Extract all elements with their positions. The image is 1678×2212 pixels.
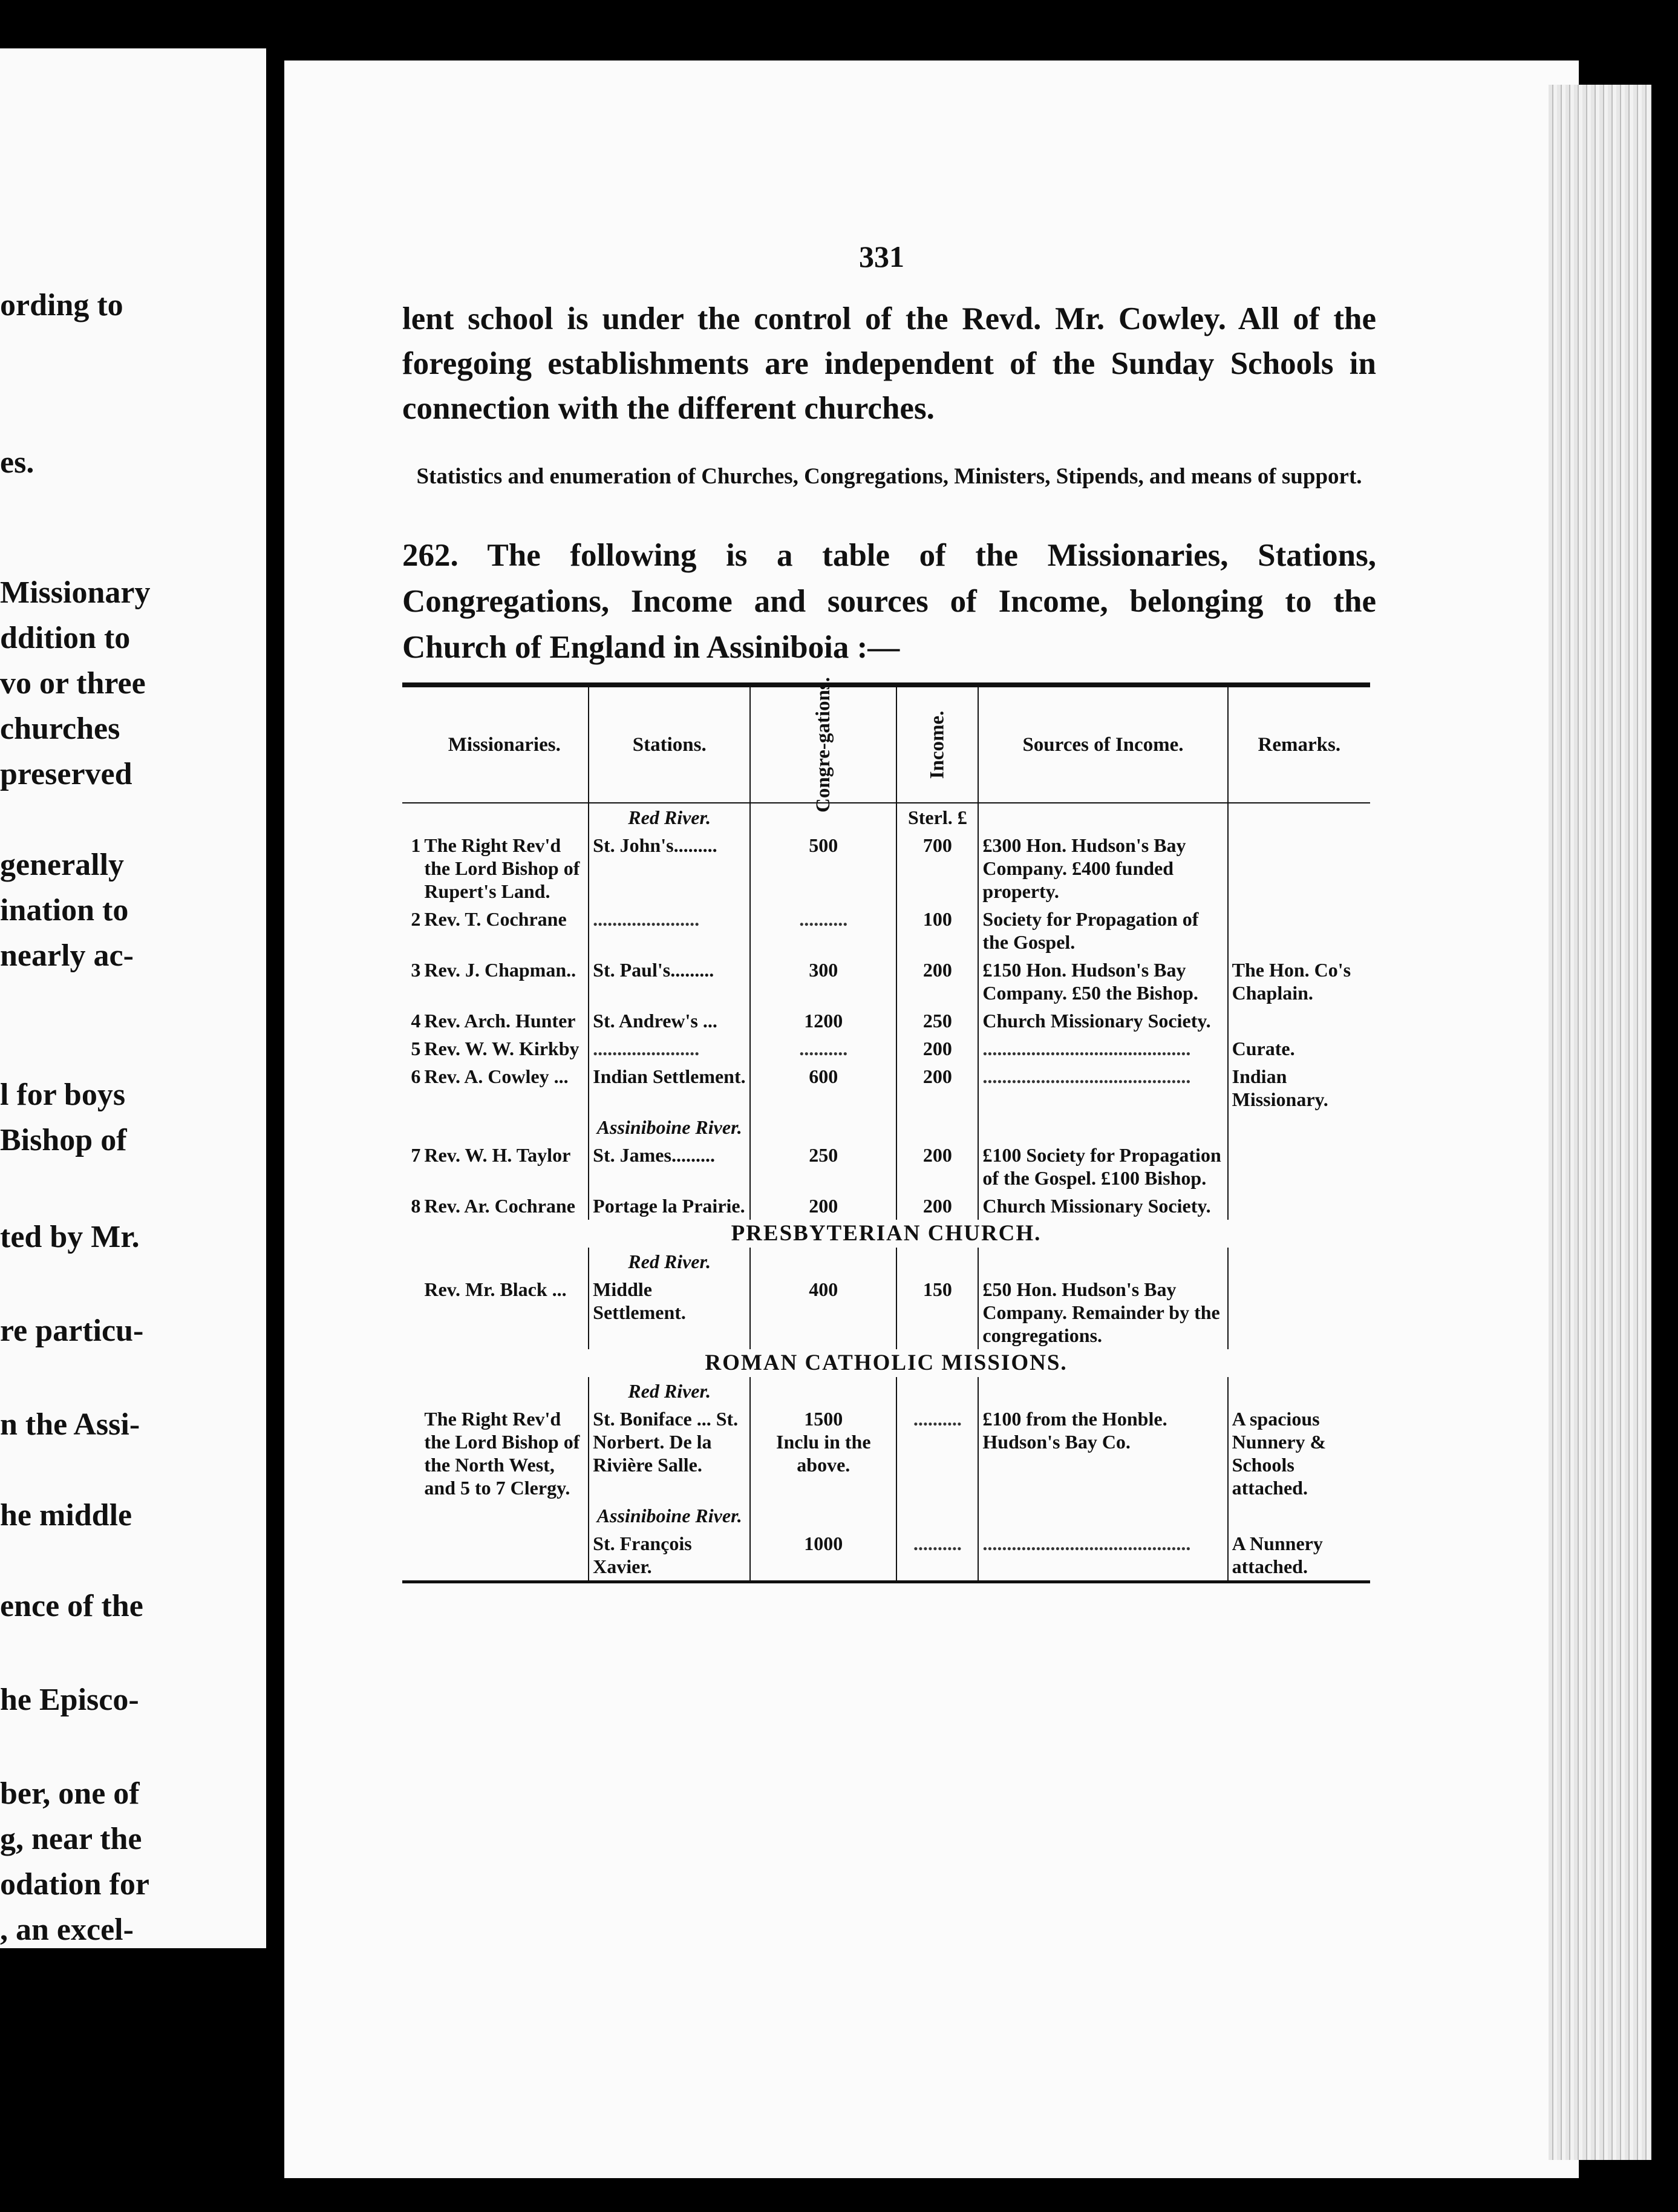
left-text-line: l for boys xyxy=(0,1078,126,1112)
left-text-line: churches xyxy=(0,712,120,746)
left-text-line: ording to xyxy=(0,288,123,322)
stations-header: Stations. xyxy=(589,685,750,803)
table-row xyxy=(402,1113,1370,1141)
left-text-line: g, near the xyxy=(0,1822,142,1856)
left-text-line: preserved xyxy=(0,757,132,791)
congregation-note: Inclu in the above. xyxy=(776,1431,871,1476)
left-text-line: nearly ac- xyxy=(0,938,134,973)
left-text-line: he middle xyxy=(0,1498,132,1533)
table-row: 4 Rev. Arch. Hunter St. Andrew's ... 1200 250 Church Missionary Society. xyxy=(402,1007,1370,1035)
page-edges xyxy=(1549,85,1651,2160)
left-text-line: re particu- xyxy=(0,1314,144,1348)
table-row xyxy=(402,1248,1370,1275)
left-text-line: ence of the xyxy=(0,1589,143,1623)
congregations-header: Congre-gations. xyxy=(750,685,896,803)
book-gutter xyxy=(266,0,284,2212)
currency-note: Sterl. £ xyxy=(896,803,978,831)
catholic-heading: ROMAN CATHOLIC MISSIONS. xyxy=(705,1350,1068,1375)
income-header: Income. xyxy=(896,685,978,803)
left-text-line: ddition to xyxy=(0,621,131,655)
intro-text: lent school is under the control of the Revd. Mr. Cowley. All of the foregoing establishments are independent of the Sunday Schools in connection with the different churches. xyxy=(402,301,1376,426)
left-text-line: ted by Mr. xyxy=(0,1220,140,1254)
remarks-header: Remarks. xyxy=(1228,685,1370,803)
left-text-line: n the Assi- xyxy=(0,1407,140,1442)
num-header xyxy=(402,685,420,803)
left-text-line: , an excel- xyxy=(0,1913,134,1947)
table-row: The Right Rev'd the Lord Bishop of the North West, and 5 to 7 Clergy. St. Boniface ... St. Norbert. De la Rivière Salle. 1500 Inclu in the above. .......... £100 from the Honble. Hudson's Bay Co. A spacious Nunnery & Schools attached. xyxy=(402,1405,1370,1502)
left-text-line: he Episco- xyxy=(0,1683,139,1717)
region-label: Red River. xyxy=(628,1251,711,1272)
section-heading-row xyxy=(402,1220,1370,1248)
table-caption: Statistics and enumeration of Churches, Congregations, Ministers, Stipends, and means of support. xyxy=(416,464,1362,489)
table-row: St. François Xavier. 1000 .......... ........................................... A Nunnery attached. xyxy=(402,1530,1370,1582)
table-row xyxy=(402,803,1370,831)
page-number: 331 xyxy=(859,240,904,273)
section-heading-row xyxy=(402,1349,1370,1377)
paragraph-text: The following is a table of the Missionaries, Stations, Congregations, Income and sources of Income, belonging to the Church of England in Assiniboia :— xyxy=(402,538,1377,665)
region-label: Red River. xyxy=(628,807,711,828)
table-row: Rev. Mr. Black ... Middle Settlement. 400 150 £50 Hon. Hudson's Bay Company. Remainder by the congregations. xyxy=(402,1275,1370,1349)
left-page-fragment xyxy=(0,48,266,1948)
left-text-line: ber, one of xyxy=(0,1776,140,1811)
paragraph-262 xyxy=(402,532,1376,670)
table-row: 8 Rev. Ar. Cochrane Portage la Prairie. 200 200 Church Missionary Society. xyxy=(402,1192,1370,1220)
table-row: 2 Rev. T. Cochrane ...................... .......... 100 Society for Propagation of the Gospel. xyxy=(402,905,1370,956)
left-text-line: ination to xyxy=(0,893,129,928)
table-row: 5 Rev. W. W. Kirkby ...................... .......... 200 ........................................... Curate. xyxy=(402,1035,1370,1062)
left-text-line: Missionary xyxy=(0,575,151,610)
region-label: Assiniboine River. xyxy=(596,1505,742,1526)
missions-table xyxy=(402,677,1370,1583)
region-label: Red River. xyxy=(628,1380,711,1402)
left-text-line: es. xyxy=(0,445,34,480)
region-label: Assiniboine River. xyxy=(596,1116,742,1138)
left-text-line: odation for xyxy=(0,1867,149,1902)
presbyterian-heading: PRESBYTERIAN CHURCH. xyxy=(731,1221,1042,1246)
left-text-line: vo or three xyxy=(0,666,146,701)
congregation-value: 1500 xyxy=(804,1408,843,1430)
table-row xyxy=(402,1502,1370,1530)
missionaries-header: Missionaries. xyxy=(420,685,589,803)
table-row: 7 Rev. W. H. Taylor St. James......... 250 200 £100 Society for Propagation of the Gospel. £100 Bishop. xyxy=(402,1141,1370,1192)
table-row: 3 Rev. J. Chapman.. St. Paul's......... 300 200 £150 Hon. Hudson's Bay Company. £50 the Bishop. The Hon. Co's Chaplain. xyxy=(402,956,1370,1007)
left-text-line: generally xyxy=(0,848,125,882)
table-header-row xyxy=(402,685,1370,803)
table-row: 6 Rev. A. Cowley ... Indian Settlement. 600 200 ........................................... Indian Missionary. xyxy=(402,1062,1370,1113)
table-row xyxy=(402,1377,1370,1405)
left-text-line: Bishop of xyxy=(0,1123,127,1157)
paragraph-number: 262. xyxy=(402,538,459,573)
sources-header: Sources of Income. xyxy=(978,685,1227,803)
table-row: 1 The Right Rev'd the Lord Bishop of Rupert's Land. St. John's......... 500 700 £300 Hon. Hudson's Bay Company. £400 funded property. xyxy=(402,831,1370,905)
